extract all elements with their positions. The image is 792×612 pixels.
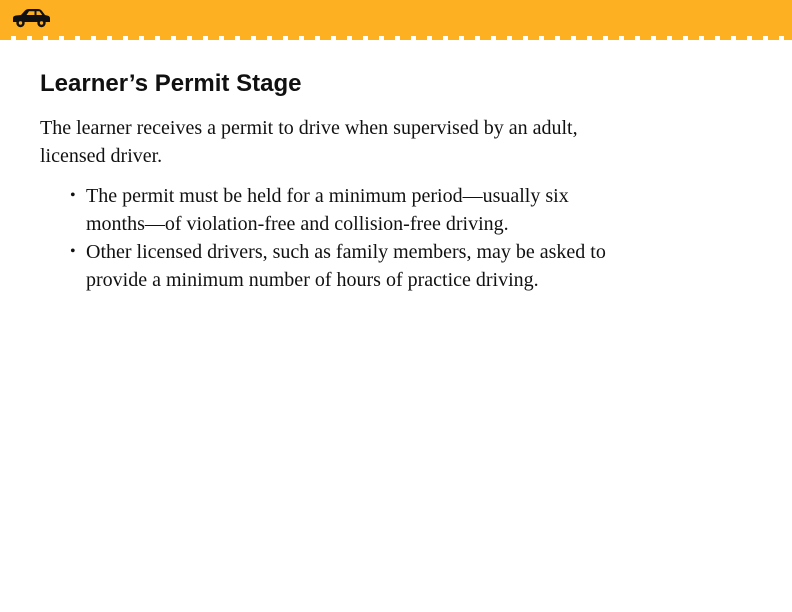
car-icon <box>10 7 52 29</box>
bullet-item <box>62 182 632 238</box>
bullet-item <box>62 238 632 294</box>
bullet-dot-icon: • <box>70 243 76 260</box>
header-dashed-edge <box>0 36 792 40</box>
header-bar <box>0 0 792 36</box>
intro-paragraph: The learner receives a permit to drive when supervised by an adult, licensed driver. <box>40 117 578 167</box>
bullet-list <box>62 182 632 294</box>
bullet-text: The permit must be held for a minimum period—usually six months—of violation-free and collision-free driving. <box>86 185 569 235</box>
slide-title: Learner’s Permit Stage <box>40 70 302 97</box>
bullet-dot-icon: • <box>70 187 76 204</box>
bullet-text: Other licensed drivers, such as family members, may be asked to provide a minimum number of hours of practice driving. <box>86 241 606 291</box>
